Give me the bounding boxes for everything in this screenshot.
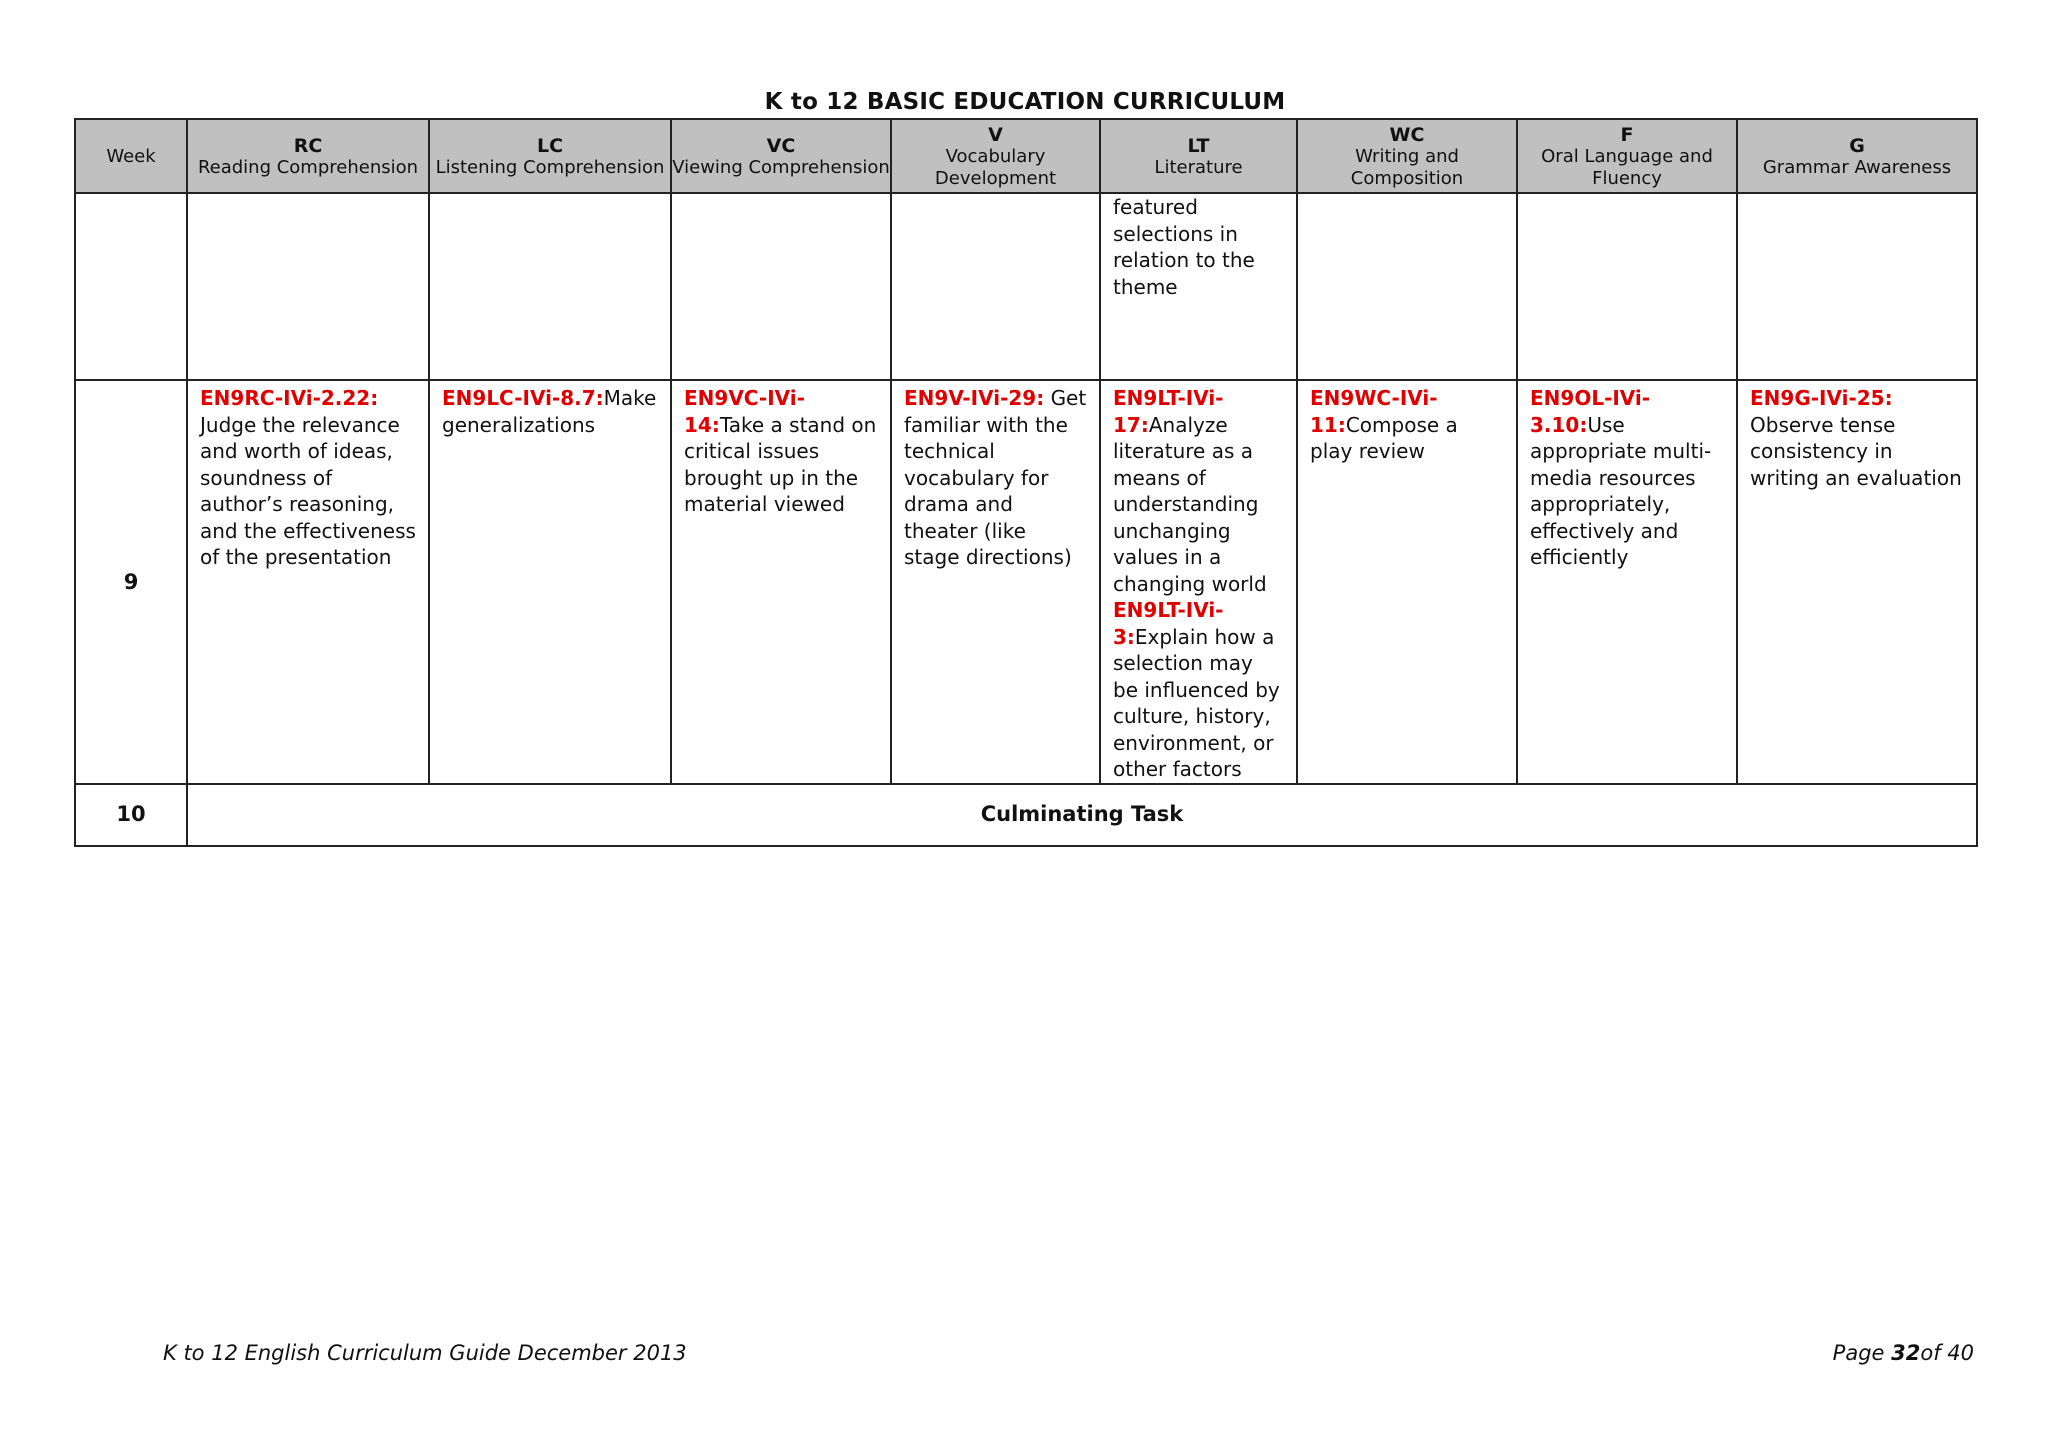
header-wc [1297,119,1517,193]
cell-wc [1297,380,1517,784]
cell-f [1517,193,1737,380]
header-g [1737,119,1977,193]
header-v [891,119,1100,193]
header-label: Grammar Awareness [1762,157,1952,178]
header-code: LT [1187,135,1210,157]
cell-text: featured selections in relation to the theme [1113,195,1255,299]
cell-g [1737,193,1977,380]
cell-lc [429,380,671,784]
competency-text: Observe tense consistency in writing an evaluation [1750,412,1962,490]
competency-text: Take a stand on critical issues brought up in the material viewed [684,412,877,516]
competency-text: Analyze literature as a means of understanding unchanging values in a changing world [1113,412,1267,596]
competency-code: EN9RC-IVi-2.22: [200,386,379,410]
competency-code: EN9OL-IVi-3.10: [1530,386,1651,437]
competency-code: EN9VC-IVi-14: [684,386,805,437]
header-vc [671,119,891,193]
header-label: Oral Language and Fluency [1541,146,1713,189]
header-code: LC [536,135,564,157]
header-code: RC [293,135,323,157]
week-cell [75,193,187,380]
competency-code: EN9LT-IVi-3: [1113,598,1224,649]
competency-text: Compose a play review [1310,412,1458,463]
header-lt [1100,119,1297,193]
footer-page-number [1833,1340,1974,1366]
table-row-continuation [75,193,1977,380]
competency-text: Make generalizations [442,386,657,437]
week-cell: 9 [75,380,187,784]
header-rc [187,119,429,193]
header-code: VC [766,135,796,157]
competency-text: Use appropriate multi-media resources appropriately, effectively and efficiently [1530,412,1712,569]
competency-text: Explain how a selection may be influenced by culture, history, environment, or other factors [1113,624,1280,781]
cell-wc [1297,193,1517,380]
cell-v [891,193,1100,380]
curriculum-table [74,118,1978,847]
header-lc [429,119,671,193]
page-title: K to 12 BASIC EDUCATION CURRICULUM [764,89,1286,115]
header-label: Literature [1154,157,1243,178]
competency-text: Get familiar with the technical vocabulary for drama and theater (like stage directions) [904,386,1087,569]
competency-code: EN9LT-IVi-17: [1113,386,1224,437]
page-prefix: Page [1832,1341,1892,1365]
cell-rc [187,380,429,784]
cell-lt [1100,380,1297,784]
cell-lc [429,193,671,380]
competency-code: EN9V-IVi-29: [904,386,1045,410]
cell-v [891,380,1100,784]
culminating-task-cell: Culminating Task [187,784,1977,846]
header-row [75,119,1977,193]
header-label: Writing and Composition [1350,146,1464,189]
competency-code: EN9WC-IVi-11: [1310,386,1438,437]
cell-vc [671,193,891,380]
cell-rc [187,193,429,380]
header-label: Listening Comprehension [435,157,665,178]
cell-f [1517,380,1737,784]
header-label: Vocabulary Development [934,146,1057,189]
header-f [1517,119,1737,193]
table-row-week-9 [75,380,1977,784]
header-code: WC [1389,124,1425,146]
competency-code: EN9G-IVi-25: [1750,386,1893,410]
cell-vc [671,380,891,784]
header-label: Reading Comprehension [197,157,419,178]
week-cell: 10 [75,784,187,846]
competency-code: EN9LC-IVi-8.7: [442,386,604,410]
week-header: Week [75,119,187,193]
header-code: G [1849,135,1865,157]
cell-lt [1100,193,1297,380]
header-code: F [1620,124,1634,146]
footer-guide-title: K to 12 English Curriculum Guide December 2013 [163,1341,687,1365]
cell-g [1737,380,1977,784]
page-current: 32 [1891,1341,1921,1365]
header-label: Viewing Comprehension [672,157,890,178]
page-suffix: of 40 [1920,1341,1974,1365]
competency-text: Judge the relevance and worth of ideas, soundness of author’s reasoning, and the effectiveness of the presentation [200,412,416,569]
header-code: V [988,124,1003,146]
table-row-week-10 [75,784,1977,846]
